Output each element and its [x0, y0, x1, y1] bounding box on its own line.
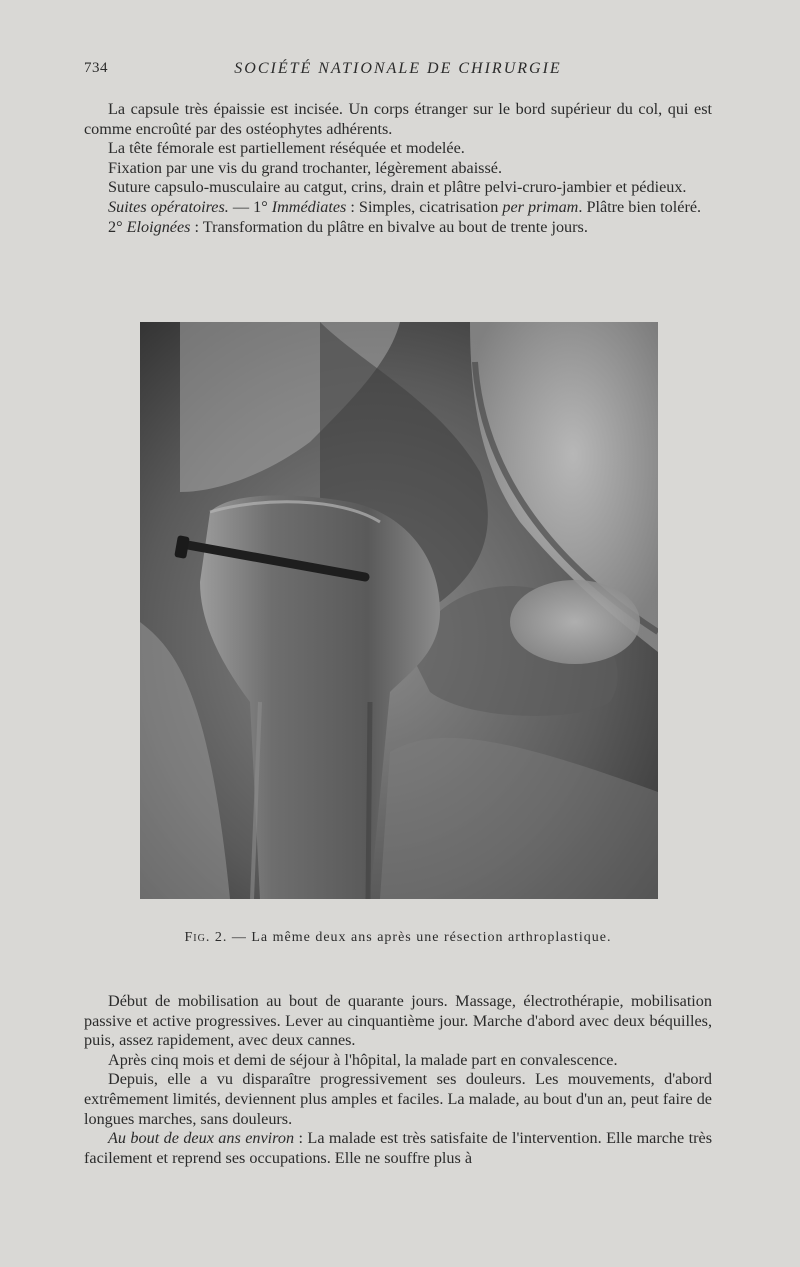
text-span: : La malade est très satisfaite de l'intervention. Elle marche très facilement et reprend ses occupations. Elle ne souffre plus à	[84, 1129, 712, 1167]
subsection-label: Eloignées	[126, 217, 191, 236]
paragraph: Début de mobilisation au bout de quarante jours. Massage, électrothérapie, mobilisation passive et active progressives. Lever au cinquantième jour. Marche d'abord avec deux béquilles, puis, assez rapidement, avec deux cannes.	[84, 992, 712, 1050]
body-text-bottom	[84, 992, 712, 1168]
caption-label: Fig. 2.	[184, 930, 228, 945]
latin-phrase: per primam	[502, 197, 579, 216]
text-span: . Plâtre bien toléré.	[578, 197, 702, 216]
text-span: : Simples, cicatrisation	[346, 197, 503, 216]
paragraph: La capsule très épaissie est incisée. Un corps étranger sur le bord supérieur du col, qui est comme encroûté par des ostéophytes adhérents.	[84, 100, 712, 138]
body-text-top	[84, 100, 712, 237]
paragraph-final	[84, 1129, 712, 1168]
paragraph: Après cinq mois et demi de séjour à l'hôpital, la malade part en convalescence.	[108, 1050, 618, 1069]
paragraph: La tête fémorale est partiellement réséquée et modelée.	[108, 139, 465, 158]
figure-caption	[84, 930, 712, 946]
xray-figure	[140, 322, 658, 899]
running-title: SOCIÉTÉ NATIONALE DE CHIRURGIE	[234, 60, 562, 77]
paragraph: Depuis, elle a vu disparaître progressivement ses douleurs. Les mouvements, d'abord extrêmement limités, deviennent plus amples et faciles. La malade, au bout d'un an, peut faire de longues marches, sans douleurs.	[84, 1070, 712, 1128]
paragraph: Fixation par une vis du grand trochanter, légèrement abaissé.	[108, 158, 503, 177]
text-span: : Transformation du plâtre en bivalve au bout de trente jours.	[190, 217, 588, 236]
xray-image	[140, 322, 658, 899]
page-header	[84, 60, 712, 82]
caption-text: — La même deux ans après une résection arthroplastique.	[227, 930, 612, 945]
paragraph: Suture capsulo-musculaire au catgut, crins, drain et plâtre pelvi-cruro-jambier et pédieux.	[108, 178, 687, 197]
subsection-label: Immédiates	[271, 197, 347, 216]
section-lead: Suites opératoires.	[108, 197, 229, 216]
list-number: 2°	[108, 217, 127, 236]
paragraph-suites	[84, 198, 712, 218]
dash-text: — 1°	[228, 197, 272, 216]
section-lead: Au bout de deux ans environ	[108, 1129, 295, 1148]
page-number: 734	[84, 60, 108, 76]
paragraph-eloignees	[84, 218, 712, 238]
